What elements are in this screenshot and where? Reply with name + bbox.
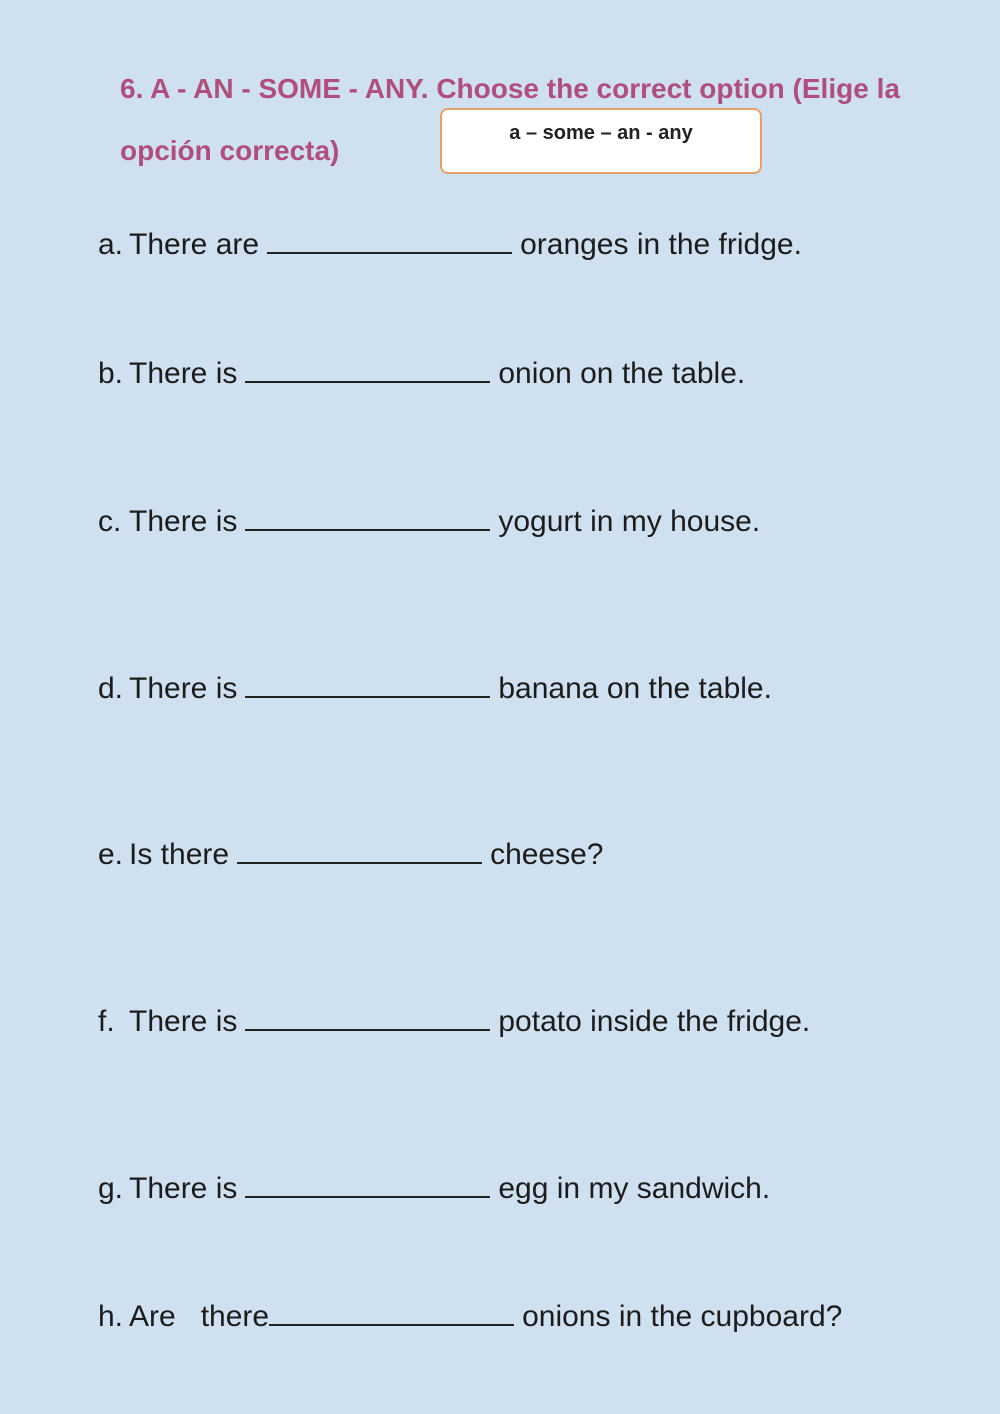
item-text-after: cheese? <box>490 838 604 871</box>
item-text-after: onions in the cupboard? <box>522 1300 843 1333</box>
item-text-after: onion on the table. <box>498 357 746 390</box>
exercise-item-h <box>98 1298 842 1335</box>
answer-blank[interactable] <box>245 355 490 383</box>
item-text-before: There is <box>129 1172 238 1205</box>
item-letter: e. <box>98 838 124 871</box>
item-letter: a. <box>98 228 124 261</box>
item-letter: g. <box>98 1172 124 1205</box>
item-text-after: oranges in the fridge. <box>520 228 802 261</box>
exercise-item-d <box>98 670 772 707</box>
item-letter: f. <box>98 1005 115 1038</box>
word-bank-text: a – some – an - any <box>509 122 693 144</box>
item-text-before: There are <box>129 228 260 261</box>
answer-blank[interactable] <box>237 836 482 864</box>
item-text-after: yogurt in my house. <box>498 505 761 538</box>
exercise-item-f <box>98 1003 810 1040</box>
item-letter: h. <box>98 1300 124 1333</box>
item-text-before: There is <box>129 672 238 705</box>
exercise-item-a <box>98 226 802 263</box>
answer-blank[interactable] <box>245 1170 490 1198</box>
item-text-after: egg in my sandwich. <box>498 1172 771 1205</box>
exercise-item-c <box>98 503 760 540</box>
item-text-before: Is there <box>129 838 230 871</box>
item-letter: d. <box>98 672 124 705</box>
item-text-after: banana on the table. <box>498 672 772 705</box>
exercise-item-b <box>98 355 745 392</box>
exercise-title: 6. A - AN - SOME - ANY. Choose the correct option (Elige la opción correcta) <box>120 73 900 166</box>
answer-blank[interactable] <box>269 1298 514 1326</box>
answer-blank[interactable] <box>245 503 490 531</box>
item-letter: b. <box>98 357 124 390</box>
exercise-item-g <box>98 1170 770 1207</box>
word-bank-box <box>440 108 762 174</box>
answer-blank[interactable] <box>245 1003 490 1031</box>
item-text-before: There is <box>129 505 238 538</box>
item-text-before: Are there <box>129 1300 270 1333</box>
item-text-after: potato inside the fridge. <box>498 1005 811 1038</box>
exercise-item-e <box>98 836 604 873</box>
answer-blank[interactable] <box>267 226 512 254</box>
item-letter: c. <box>98 505 122 538</box>
item-text-before: There is <box>129 357 238 390</box>
answer-blank[interactable] <box>245 670 490 698</box>
item-text-before: There is <box>129 1005 238 1038</box>
